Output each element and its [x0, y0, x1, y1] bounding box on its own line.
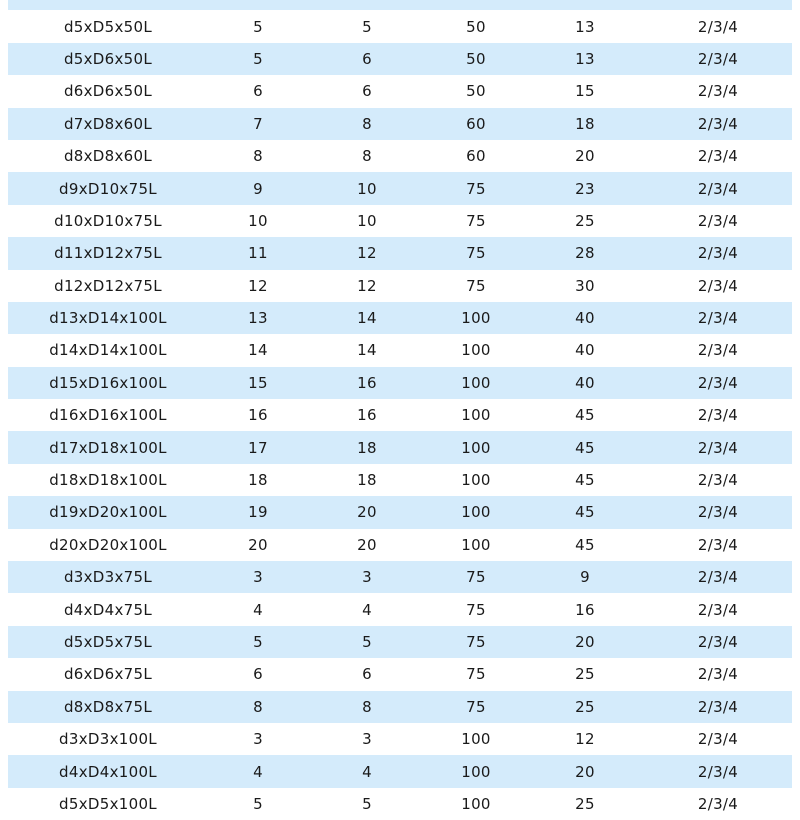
model-cell: d10xD10x75L: [54, 211, 162, 230]
table-cell: 15: [575, 82, 595, 101]
table-cell: 25: [575, 697, 595, 716]
table-row: [8, 755, 792, 787]
table-cell: 100: [461, 309, 491, 328]
table-cell: 18: [248, 471, 268, 490]
table-cell: 2/3/4: [697, 535, 739, 554]
model-cell: d4xD4x100L: [59, 762, 157, 781]
table-cell: 100: [461, 535, 491, 554]
table-cell: 25: [575, 794, 595, 813]
model-cell: d5xD5x50L: [63, 17, 153, 36]
table-cell: 2/3/4: [697, 406, 739, 425]
table-cell: 2/3/4: [697, 49, 739, 68]
model-cell: d5xD5x100L: [59, 794, 157, 813]
table-cell: 75: [466, 633, 486, 651]
table-cell: 19: [248, 503, 268, 522]
table-cell: 12: [248, 276, 268, 295]
table-cell: 4: [253, 600, 263, 619]
table-cell: 45: [575, 406, 595, 425]
table-cell: 2/3/4: [697, 276, 739, 295]
table-row: [8, 367, 792, 399]
table-row: [8, 788, 792, 820]
table-cell: 45: [575, 535, 595, 554]
table-row: [8, 302, 792, 334]
table-cell: 5: [253, 17, 263, 36]
table-cell: 6: [362, 665, 372, 684]
table-cell: 5: [253, 49, 263, 68]
table-row: [8, 270, 792, 302]
table-cell: 5: [253, 794, 263, 813]
model-cell: d20xD20x100L: [49, 535, 167, 554]
table-row: [8, 0, 792, 10]
model-cell: d18xD18x100L: [49, 471, 167, 490]
table-cell: 100: [461, 794, 491, 813]
table-cell: 8: [253, 697, 263, 716]
table-cell: 5: [362, 633, 372, 651]
table-cell: 45: [575, 471, 595, 490]
table-cell: 8: [253, 147, 263, 166]
table-cell: 75: [466, 276, 486, 295]
table-row: [8, 529, 792, 561]
table-cell: 6: [253, 665, 263, 684]
table-cell: 2/3/4: [697, 147, 739, 166]
table-row: [8, 464, 792, 496]
table-cell: 2/3/4: [697, 762, 739, 781]
table-cell: 2/3/4: [697, 244, 739, 263]
table-cell: 6: [253, 82, 263, 101]
table-cell: 3: [253, 568, 263, 587]
table-cell: 45: [575, 503, 595, 522]
table-cell: 16: [357, 406, 377, 425]
table-cell: 30: [575, 276, 595, 295]
table-cell: 75: [466, 244, 486, 263]
table-cell: 50: [466, 17, 486, 36]
table-cell: 75: [466, 179, 486, 198]
model-cell: d17xD18x100L: [49, 438, 167, 457]
model-cell: d3xD3x100L: [59, 730, 157, 749]
table-row: [8, 205, 792, 237]
table-row: [8, 431, 792, 463]
table-row: [8, 108, 792, 140]
model-cell: d8xD8x75L: [63, 697, 153, 716]
table-cell: 13: [575, 17, 595, 36]
table-row: [8, 140, 792, 172]
table-cell: 16: [357, 373, 377, 392]
model-cell: d5xD5x75L: [63, 633, 153, 651]
table-cell: 8: [362, 114, 372, 133]
table-cell: 20: [357, 503, 377, 522]
table-cell: 2/3/4: [697, 697, 739, 716]
table-row: [8, 10, 792, 42]
table-cell: 25: [575, 665, 595, 684]
table-cell: 3: [362, 568, 372, 587]
table-cell: 75: [466, 600, 486, 619]
table-cell: 5: [362, 17, 372, 36]
table-cell: 40: [575, 373, 595, 392]
table-cell: 10: [248, 211, 268, 230]
table-cell: 2/3/4: [697, 17, 739, 36]
table-cell: 17: [248, 438, 268, 457]
table-cell: 18: [357, 438, 377, 457]
table-cell: 12: [575, 730, 595, 749]
table-row: [8, 561, 792, 593]
table-cell: 9: [580, 568, 590, 587]
model-cell: d5xD6x50L: [63, 49, 153, 68]
table-cell: 13: [575, 49, 595, 68]
table-cell: 100: [461, 503, 491, 522]
table-row: [8, 334, 792, 366]
table-row: [8, 691, 792, 723]
table-cell: 18: [575, 114, 595, 133]
model-cell: d13xD14x100L: [49, 309, 167, 328]
table-cell: 4: [362, 600, 372, 619]
table-cell: 2/3/4: [697, 341, 739, 360]
table-cell: 2/3/4: [697, 600, 739, 619]
table-cell: 60: [466, 114, 486, 133]
table-cell: 2/3/4: [697, 633, 739, 651]
table-cell: 9: [253, 179, 263, 198]
table-cell: 75: [466, 697, 486, 716]
table-row: [8, 496, 792, 528]
model-cell: d6xD6x75L: [63, 665, 153, 684]
table-cell: 100: [461, 471, 491, 490]
table-cell: 100: [461, 373, 491, 392]
table-cell: 4: [253, 762, 263, 781]
model-cell: d7xD8x60L: [63, 114, 153, 133]
table-cell: 50: [466, 49, 486, 68]
table-cell: 2/3/4: [697, 82, 739, 101]
model-cell: d9xD10x75L: [59, 179, 157, 198]
table-cell: 100: [461, 762, 491, 781]
table-cell: 20: [575, 762, 595, 781]
table-cell: 14: [357, 341, 377, 360]
table-cell: 15: [248, 373, 268, 392]
table-cell: 2/3/4: [697, 730, 739, 749]
table-cell: 3: [253, 730, 263, 749]
table-cell: 2/3/4: [697, 665, 739, 684]
table-cell: 75: [466, 568, 486, 587]
model-cell: d8xD8x60L: [63, 147, 153, 166]
table-cell: 8: [362, 697, 372, 716]
table-cell: 75: [466, 665, 486, 684]
table-cell: 40: [575, 341, 595, 360]
table-cell: 6: [362, 82, 372, 101]
table-row: [8, 172, 792, 204]
table-cell: 45: [575, 438, 595, 457]
table-cell: 8: [362, 147, 372, 166]
model-cell: d19xD20x100L: [49, 503, 167, 522]
table-cell: 100: [461, 341, 491, 360]
table-cell: 50: [466, 82, 486, 101]
table-cell: 12: [357, 276, 377, 295]
table-cell: 2/3/4: [697, 309, 739, 328]
table-cell: 25: [575, 211, 595, 230]
table-cell: 2/3/4: [697, 503, 739, 522]
model-cell: d16xD16x100L: [49, 406, 167, 425]
table-cell: 11: [248, 244, 268, 263]
model-cell: d6xD6x50L: [63, 82, 153, 101]
table-cell: 10: [357, 179, 377, 198]
table-cell: 60: [466, 147, 486, 166]
spec-table: [8, 0, 792, 820]
table-cell: 2/3/4: [697, 373, 739, 392]
model-cell: d14xD14x100L: [49, 341, 167, 360]
table-cell: 2/3/4: [697, 568, 739, 587]
table-cell: 16: [248, 406, 268, 425]
table-cell: 2/3/4: [697, 471, 739, 490]
table-cell: 12: [357, 244, 377, 263]
table-cell: 20: [248, 535, 268, 554]
table-cell: 18: [357, 471, 377, 490]
table-row: [8, 626, 792, 658]
model-cell: d15xD16x100L: [49, 373, 167, 392]
table-row: [8, 75, 792, 107]
table-cell: 14: [248, 341, 268, 360]
table-cell: 20: [575, 633, 595, 651]
table-cell: 10: [357, 211, 377, 230]
table-cell: 75: [466, 211, 486, 230]
table-cell: 6: [362, 49, 372, 68]
table-cell: 5: [253, 633, 263, 651]
table-cell: 4: [362, 762, 372, 781]
table-cell: 100: [461, 730, 491, 749]
table-cell: 7: [253, 114, 263, 133]
table-row: [8, 723, 792, 755]
table-cell: 3: [362, 730, 372, 749]
table-cell: 23: [575, 179, 595, 198]
table-cell: 20: [357, 535, 377, 554]
table-row: [8, 399, 792, 431]
model-cell: d12xD12x75L: [54, 276, 162, 295]
model-cell: d4xD4x75L: [63, 600, 153, 619]
table-cell: 2/3/4: [697, 794, 739, 813]
table-cell: 13: [248, 309, 268, 328]
table-cell: 5: [362, 794, 372, 813]
table-row: [8, 593, 792, 625]
table-row: [8, 43, 792, 75]
table-row: [8, 237, 792, 269]
model-cell: d3xD3x75L: [63, 568, 153, 587]
table-cell: 2/3/4: [697, 114, 739, 133]
table-cell: 20: [575, 147, 595, 166]
model-cell: d11xD12x75L: [54, 244, 162, 263]
table-cell: 2/3/4: [697, 438, 739, 457]
table-cell: 16: [575, 600, 595, 619]
table-cell: 2/3/4: [697, 211, 739, 230]
table-cell: 14: [357, 309, 377, 328]
table-cell: 2/3/4: [697, 179, 739, 198]
table-cell: 28: [575, 244, 595, 263]
table-cell: 40: [575, 309, 595, 328]
table-cell: 100: [461, 438, 491, 457]
table-row: [8, 658, 792, 690]
table-cell: 100: [461, 406, 491, 425]
